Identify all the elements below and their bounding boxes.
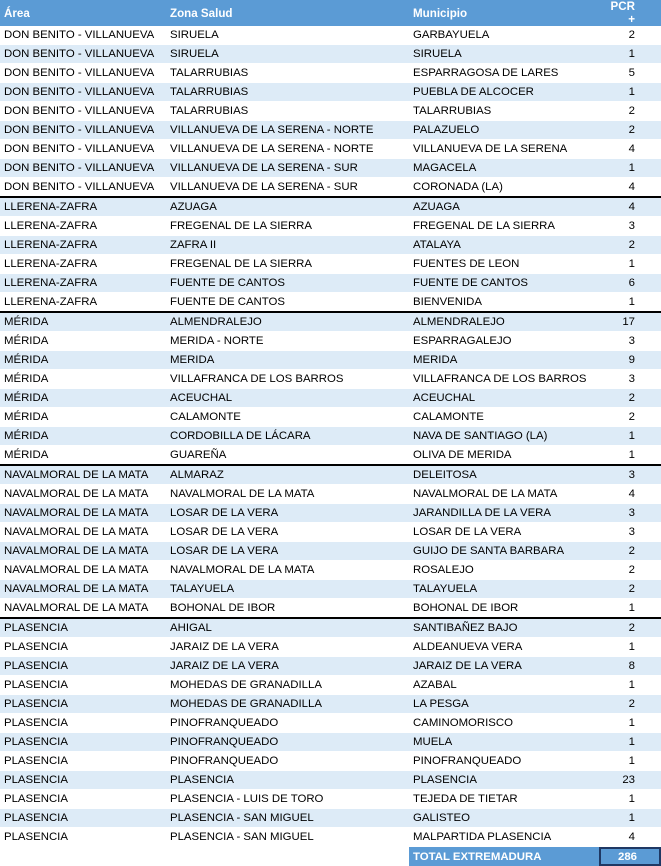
table-row	[0, 102, 661, 121]
cell-zona-salud: AZUAGA	[166, 197, 409, 217]
table-row	[0, 733, 661, 752]
cell-area: DON BENITO - VILLANUEVA	[0, 140, 166, 159]
cell-zona-salud: FUENTE DE CANTOS	[166, 274, 409, 293]
cell-municipio: JARAIZ DE LA VERA	[409, 657, 599, 676]
cell-pcr: 1	[599, 255, 661, 274]
table-row	[0, 828, 661, 847]
cell-pcr: 1	[599, 159, 661, 178]
cell-zona-salud: PINOFRANQUEADO	[166, 752, 409, 771]
cell-zona-salud: ALMARAZ	[166, 465, 409, 485]
cell-area: PLASENCIA	[0, 657, 166, 676]
cell-area: PLASENCIA	[0, 695, 166, 714]
table-row	[0, 809, 661, 828]
cell-area: DON BENITO - VILLANUEVA	[0, 26, 166, 45]
cell-zona-salud: FREGENAL DE LA SIERRA	[166, 217, 409, 236]
cell-municipio: JARANDILLA DE LA VERA	[409, 504, 599, 523]
cell-zona-salud: BOHONAL DE IBOR	[166, 599, 409, 619]
cell-zona-salud: MOHEDAS DE GRANADILLA	[166, 676, 409, 695]
cell-pcr: 1	[599, 790, 661, 809]
table-row	[0, 638, 661, 657]
cell-pcr: 2	[599, 580, 661, 599]
cell-pcr: 3	[599, 504, 661, 523]
total-label: TOTAL EXTREMADURA	[409, 847, 599, 866]
cell-pcr: 4	[599, 197, 661, 217]
cell-area: LLERENA-ZAFRA	[0, 255, 166, 274]
cell-area: PLASENCIA	[0, 618, 166, 638]
cell-area: LLERENA-ZAFRA	[0, 217, 166, 236]
table-row	[0, 523, 661, 542]
cell-municipio: NAVA DE SANTIAGO (LA)	[409, 427, 599, 446]
cell-municipio: ATALAYA	[409, 236, 599, 255]
table-row	[0, 752, 661, 771]
cell-zona-salud: LOSAR DE LA VERA	[166, 504, 409, 523]
table-row	[0, 255, 661, 274]
cell-pcr: 3	[599, 217, 661, 236]
table-row	[0, 159, 661, 178]
cell-pcr: 9	[599, 351, 661, 370]
cell-area: PLASENCIA	[0, 638, 166, 657]
cell-area: MÉRIDA	[0, 312, 166, 332]
cell-area: PLASENCIA	[0, 752, 166, 771]
cell-zona-salud: TALAYUELA	[166, 580, 409, 599]
cell-municipio: GALISTEO	[409, 809, 599, 828]
cell-municipio: MERIDA	[409, 351, 599, 370]
cell-pcr: 2	[599, 618, 661, 638]
header-municipio: Municipio	[409, 0, 599, 26]
cell-zona-salud: VILLANUEVA DE LA SERENA - NORTE	[166, 121, 409, 140]
cell-pcr: 2	[599, 389, 661, 408]
table-row	[0, 26, 661, 45]
table-row	[0, 236, 661, 255]
cell-zona-salud: VILLAFRANCA DE LOS BARROS	[166, 370, 409, 389]
table-row	[0, 45, 661, 64]
table-row	[0, 657, 661, 676]
cell-pcr: 2	[599, 102, 661, 121]
total-spacer-1	[0, 847, 166, 866]
cell-zona-salud: TALARRUBIAS	[166, 83, 409, 102]
table-body	[0, 26, 661, 847]
cell-zona-salud: PLASENCIA - SAN MIGUEL	[166, 809, 409, 828]
cell-municipio: TALARRUBIAS	[409, 102, 599, 121]
cell-area: PLASENCIA	[0, 828, 166, 847]
table-row	[0, 599, 661, 619]
cell-pcr: 2	[599, 236, 661, 255]
cell-zona-salud: AHIGAL	[166, 618, 409, 638]
table-row	[0, 542, 661, 561]
cell-zona-salud: PLASENCIA	[166, 771, 409, 790]
cell-zona-salud: GUAREÑA	[166, 446, 409, 466]
cell-area: DON BENITO - VILLANUEVA	[0, 121, 166, 140]
cell-zona-salud: PLASENCIA - SAN MIGUEL	[166, 828, 409, 847]
cell-pcr: 1	[599, 293, 661, 313]
table-row	[0, 771, 661, 790]
cell-municipio: LA PESGA	[409, 695, 599, 714]
table-row	[0, 446, 661, 466]
cell-area: NAVALMORAL DE LA MATA	[0, 580, 166, 599]
header-pcr: PCR +	[599, 0, 661, 26]
cell-municipio: FREGENAL DE LA SIERRA	[409, 217, 599, 236]
cell-municipio: AZUAGA	[409, 197, 599, 217]
table-row	[0, 140, 661, 159]
table-row	[0, 370, 661, 389]
total-spacer-2	[166, 847, 409, 866]
cell-zona-salud: CALAMONTE	[166, 408, 409, 427]
cell-area: MÉRIDA	[0, 332, 166, 351]
cell-area: NAVALMORAL DE LA MATA	[0, 485, 166, 504]
cell-area: MÉRIDA	[0, 389, 166, 408]
cell-municipio: ROSALEJO	[409, 561, 599, 580]
cell-municipio: VILLANUEVA DE LA SERENA	[409, 140, 599, 159]
cell-zona-salud: MERIDA - NORTE	[166, 332, 409, 351]
cell-municipio: SANTIBAÑEZ BAJO	[409, 618, 599, 638]
cell-area: DON BENITO - VILLANUEVA	[0, 178, 166, 198]
cell-municipio: BOHONAL DE IBOR	[409, 599, 599, 619]
table-row	[0, 408, 661, 427]
cell-zona-salud: VILLANUEVA DE LA SERENA - SUR	[166, 178, 409, 198]
table-row	[0, 676, 661, 695]
cell-pcr: 6	[599, 274, 661, 293]
cell-pcr: 1	[599, 427, 661, 446]
table-row	[0, 389, 661, 408]
cell-pcr: 1	[599, 638, 661, 657]
cell-municipio: DELEITOSA	[409, 465, 599, 485]
cell-pcr: 1	[599, 599, 661, 619]
cell-municipio: SIRUELA	[409, 45, 599, 64]
table-row	[0, 485, 661, 504]
cell-municipio: LOSAR DE LA VERA	[409, 523, 599, 542]
table-row	[0, 178, 661, 198]
cell-pcr: 3	[599, 465, 661, 485]
header-area: Área	[0, 0, 166, 26]
cell-municipio: FUENTES DE LEON	[409, 255, 599, 274]
cell-zona-salud: MERIDA	[166, 351, 409, 370]
cell-pcr: 23	[599, 771, 661, 790]
cell-pcr: 1	[599, 733, 661, 752]
cell-pcr: 2	[599, 542, 661, 561]
cell-area: DON BENITO - VILLANUEVA	[0, 45, 166, 64]
cell-pcr: 4	[599, 178, 661, 198]
cell-municipio: CALAMONTE	[409, 408, 599, 427]
cell-municipio: GUIJO DE SANTA BARBARA	[409, 542, 599, 561]
cell-pcr: 1	[599, 809, 661, 828]
cell-zona-salud: VILLANUEVA DE LA SERENA - NORTE	[166, 140, 409, 159]
cell-municipio: GARBAYUELA	[409, 26, 599, 45]
cell-pcr: 5	[599, 64, 661, 83]
table-row	[0, 580, 661, 599]
cell-area: PLASENCIA	[0, 676, 166, 695]
cell-municipio: VILLAFRANCA DE LOS BARROS	[409, 370, 599, 389]
cell-pcr: 4	[599, 485, 661, 504]
cell-zona-salud: FUENTE DE CANTOS	[166, 293, 409, 313]
cell-area: PLASENCIA	[0, 790, 166, 809]
cell-pcr: 2	[599, 26, 661, 45]
cell-municipio: NAVALMORAL DE LA MATA	[409, 485, 599, 504]
cell-zona-salud: ZAFRA II	[166, 236, 409, 255]
table-row	[0, 293, 661, 313]
cell-area: MÉRIDA	[0, 446, 166, 466]
cell-municipio: PUEBLA DE ALCOCER	[409, 83, 599, 102]
table-row	[0, 332, 661, 351]
cell-zona-salud: SIRUELA	[166, 26, 409, 45]
cell-municipio: BIENVENIDA	[409, 293, 599, 313]
cell-pcr: 1	[599, 83, 661, 102]
cell-zona-salud: SIRUELA	[166, 45, 409, 64]
cell-area: MÉRIDA	[0, 370, 166, 389]
table-row	[0, 121, 661, 140]
table-row	[0, 83, 661, 102]
cell-pcr: 1	[599, 676, 661, 695]
cell-municipio: ALDEANUEVA VERA	[409, 638, 599, 657]
cell-area: NAVALMORAL DE LA MATA	[0, 599, 166, 619]
cell-area: DON BENITO - VILLANUEVA	[0, 102, 166, 121]
cell-zona-salud: TALARRUBIAS	[166, 64, 409, 83]
cell-pcr: 1	[599, 752, 661, 771]
cell-municipio: PINOFRANQUEADO	[409, 752, 599, 771]
cell-municipio: OLIVA DE MERIDA	[409, 446, 599, 466]
cell-pcr: 4	[599, 828, 661, 847]
cell-area: MÉRIDA	[0, 408, 166, 427]
cell-municipio: MUELA	[409, 733, 599, 752]
cell-municipio: TALAYUELA	[409, 580, 599, 599]
cell-municipio: PLASENCIA	[409, 771, 599, 790]
cell-pcr: 3	[599, 370, 661, 389]
cell-municipio: MAGACELA	[409, 159, 599, 178]
cell-area: LLERENA-ZAFRA	[0, 236, 166, 255]
cell-pcr: 2	[599, 695, 661, 714]
table-row	[0, 504, 661, 523]
cell-pcr: 2	[599, 561, 661, 580]
cell-municipio: PALAZUELO	[409, 121, 599, 140]
cell-pcr: 3	[599, 523, 661, 542]
cell-area: LLERENA-ZAFRA	[0, 293, 166, 313]
cell-zona-salud: NAVALMORAL DE LA MATA	[166, 561, 409, 580]
cell-municipio: ESPARRAGALEJO	[409, 332, 599, 351]
total-row	[0, 847, 661, 866]
cell-pcr: 1	[599, 45, 661, 64]
cell-area: NAVALMORAL DE LA MATA	[0, 542, 166, 561]
cell-zona-salud: ALMENDRALEJO	[166, 312, 409, 332]
cell-zona-salud: MOHEDAS DE GRANADILLA	[166, 695, 409, 714]
cell-pcr: 1	[599, 446, 661, 466]
cell-pcr: 2	[599, 121, 661, 140]
cell-zona-salud: ACEUCHAL	[166, 389, 409, 408]
cell-zona-salud: LOSAR DE LA VERA	[166, 523, 409, 542]
cell-municipio: MALPARTIDA PLASENCIA	[409, 828, 599, 847]
cell-area: LLERENA-ZAFRA	[0, 197, 166, 217]
cell-municipio: CAMINOMORISCO	[409, 714, 599, 733]
cell-municipio: ACEUCHAL	[409, 389, 599, 408]
table-row	[0, 790, 661, 809]
header-zona-salud: Zona Salud	[166, 0, 409, 26]
cell-municipio: TEJEDA DE TIETAR	[409, 790, 599, 809]
cell-area: MÉRIDA	[0, 427, 166, 446]
cell-zona-salud: NAVALMORAL DE LA MATA	[166, 485, 409, 504]
cell-area: LLERENA-ZAFRA	[0, 274, 166, 293]
cell-area: DON BENITO - VILLANUEVA	[0, 159, 166, 178]
table-row	[0, 465, 661, 485]
cell-area: MÉRIDA	[0, 351, 166, 370]
table-row	[0, 561, 661, 580]
cell-zona-salud: JARAIZ DE LA VERA	[166, 638, 409, 657]
cell-zona-salud: TALARRUBIAS	[166, 102, 409, 121]
cell-pcr: 4	[599, 140, 661, 159]
cell-area: PLASENCIA	[0, 733, 166, 752]
cell-pcr: 3	[599, 332, 661, 351]
cell-zona-salud: PINOFRANQUEADO	[166, 733, 409, 752]
header-row	[0, 0, 661, 26]
cell-zona-salud: LOSAR DE LA VERA	[166, 542, 409, 561]
cell-area: NAVALMORAL DE LA MATA	[0, 523, 166, 542]
table-row	[0, 312, 661, 332]
cell-area: PLASENCIA	[0, 809, 166, 828]
table-row	[0, 64, 661, 83]
cell-municipio: FUENTE DE CANTOS	[409, 274, 599, 293]
table-row	[0, 618, 661, 638]
cell-area: PLASENCIA	[0, 771, 166, 790]
table-row	[0, 217, 661, 236]
total-value: 286	[599, 847, 661, 866]
cell-area: DON BENITO - VILLANUEVA	[0, 64, 166, 83]
cell-zona-salud: JARAIZ DE LA VERA	[166, 657, 409, 676]
cell-zona-salud: VILLANUEVA DE LA SERENA - SUR	[166, 159, 409, 178]
table-row	[0, 714, 661, 733]
cell-zona-salud: PLASENCIA - LUIS DE TORO	[166, 790, 409, 809]
cell-municipio: ALMENDRALEJO	[409, 312, 599, 332]
table-row	[0, 351, 661, 370]
cell-zona-salud: CORDOBILLA DE LÁCARA	[166, 427, 409, 446]
cell-area: NAVALMORAL DE LA MATA	[0, 465, 166, 485]
table-row	[0, 695, 661, 714]
cell-pcr: 8	[599, 657, 661, 676]
table-row	[0, 274, 661, 293]
cell-area: NAVALMORAL DE LA MATA	[0, 504, 166, 523]
cell-pcr: 17	[599, 312, 661, 332]
cell-zona-salud: FREGENAL DE LA SIERRA	[166, 255, 409, 274]
cell-municipio: ESPARRAGOSA DE LARES	[409, 64, 599, 83]
table-row	[0, 197, 661, 217]
cell-area: NAVALMORAL DE LA MATA	[0, 561, 166, 580]
cell-area: DON BENITO - VILLANUEVA	[0, 83, 166, 102]
cell-municipio: CORONADA (LA)	[409, 178, 599, 198]
cell-pcr: 2	[599, 408, 661, 427]
table-row	[0, 427, 661, 446]
cell-area: PLASENCIA	[0, 714, 166, 733]
cell-municipio: AZABAL	[409, 676, 599, 695]
cell-zona-salud: PINOFRANQUEADO	[166, 714, 409, 733]
cell-pcr: 1	[599, 714, 661, 733]
